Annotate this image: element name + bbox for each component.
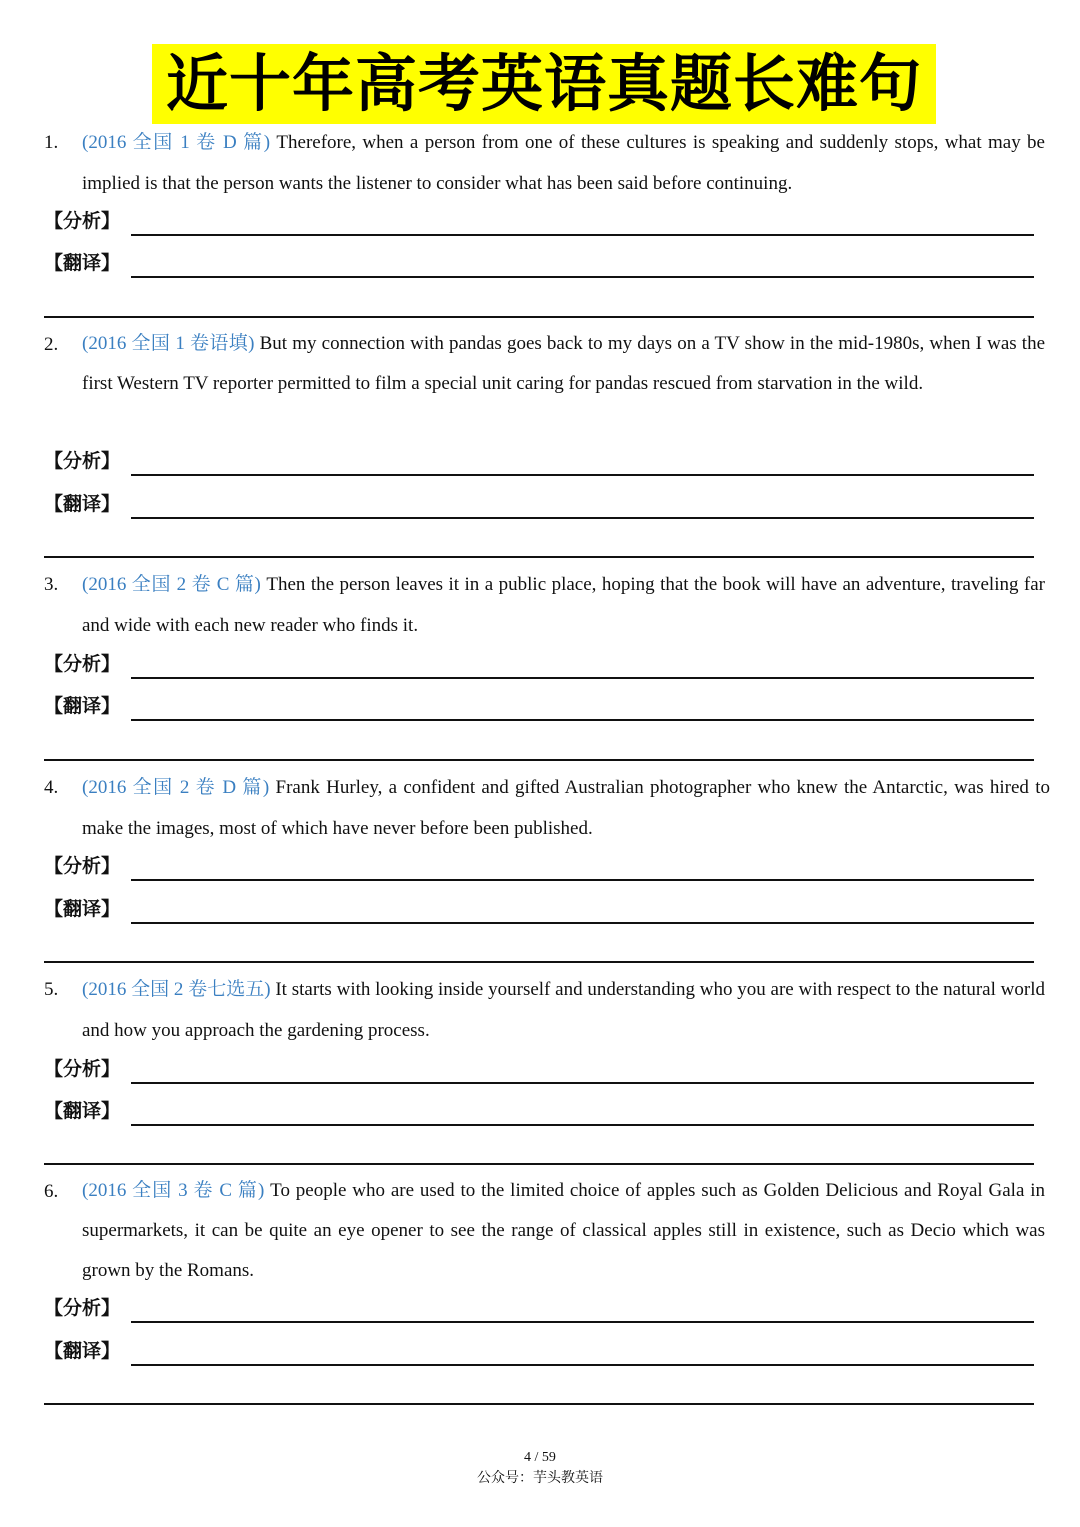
question-number: 1. xyxy=(44,132,59,153)
answer-line xyxy=(131,276,1034,278)
question-number: 4. xyxy=(44,777,59,798)
answer-line xyxy=(131,1124,1034,1126)
answer-line xyxy=(131,234,1034,236)
analysis-field-3[interactable] xyxy=(44,649,1034,679)
translation-label: 【翻译】 xyxy=(44,252,121,274)
analysis-label: 【分析】 xyxy=(44,450,121,472)
answer-line xyxy=(131,677,1034,679)
answer-extra-line-2[interactable] xyxy=(44,556,1034,558)
analysis-field-4[interactable] xyxy=(44,851,1034,881)
answer-line xyxy=(131,879,1034,881)
analysis-label: 【分析】 xyxy=(44,855,121,877)
question-number: 2. xyxy=(44,334,59,355)
translation-field-4[interactable] xyxy=(44,894,1034,924)
question-source: (2016 全国 1 卷语填) xyxy=(82,333,255,354)
question-sentence xyxy=(82,324,1045,404)
page-title: 近十年高考英语真题长难句 xyxy=(152,44,936,124)
question-text: To people who are used to the limited choice of apples such as Golden Delicious and Royal Gala in supermarkets, it can be quite an eye opener to see the range of classical apples still in existence, such as Decio which was grown by the Romans. xyxy=(82,1180,1046,1281)
analysis-field-6[interactable] xyxy=(44,1293,1034,1323)
translation-label: 【翻译】 xyxy=(44,1340,121,1362)
question-text: It starts with looking inside yourself and understanding who you are with respect to the natural world and how you approach the gardening process. xyxy=(82,979,1045,1041)
question-text: Then the person leaves it in a public place, hoping that the book will have an adventure, traveling far and wide with each new reader who finds it. xyxy=(82,574,1046,636)
footer-account: 公众号：芋头教英语 xyxy=(477,1470,603,1486)
translation-label: 【翻译】 xyxy=(44,1100,121,1122)
question-sentence xyxy=(82,564,1045,646)
answer-extra-line-6[interactable] xyxy=(44,1403,1034,1405)
question-source: (2016 全国 1 卷 D 篇) xyxy=(82,132,271,153)
translation-field-5[interactable] xyxy=(44,1096,1034,1126)
analysis-field-5[interactable] xyxy=(44,1054,1034,1084)
answer-line xyxy=(131,922,1034,924)
answer-line xyxy=(131,517,1034,519)
analysis-label: 【分析】 xyxy=(44,1058,121,1080)
translation-field-1[interactable] xyxy=(44,248,1034,278)
translation-label: 【翻译】 xyxy=(44,695,121,717)
question-source: (2016 全国 2 卷 C 篇) xyxy=(82,574,261,595)
question-number: 5. xyxy=(44,979,59,1000)
analysis-field-1[interactable] xyxy=(44,206,1034,236)
page-number: 4 / 59 xyxy=(524,1450,556,1465)
question-source: (2016 全国 3 卷 C 篇) xyxy=(82,1180,265,1201)
analysis-label: 【分析】 xyxy=(44,653,121,675)
analysis-field-2[interactable] xyxy=(44,446,1034,476)
question-sentence xyxy=(82,1171,1045,1291)
answer-line xyxy=(131,1321,1034,1323)
analysis-label: 【分析】 xyxy=(44,1297,121,1319)
answer-line xyxy=(131,474,1034,476)
translation-field-2[interactable] xyxy=(44,489,1034,519)
question-number: 6. xyxy=(44,1181,59,1202)
translation-label: 【翻译】 xyxy=(44,898,121,920)
answer-extra-line-4[interactable] xyxy=(44,961,1034,963)
question-text: Therefore, when a person from one of these cultures is speaking and suddenly stops, what may be implied is that the person wants the listener to consider what has been said before continuing. xyxy=(82,132,1045,194)
question-source: (2016 全国 2 卷 D 篇) xyxy=(82,777,270,798)
answer-extra-line-1[interactable] xyxy=(44,316,1034,318)
answer-extra-line-3[interactable] xyxy=(44,759,1034,761)
answer-line xyxy=(131,1082,1034,1084)
question-sentence xyxy=(82,122,1045,204)
question-text: Frank Hurley, a confident and gifted Australian photographer who knew the Antarctic, was hired to make the images, most of which have never before been published. xyxy=(82,777,1050,839)
answer-line xyxy=(131,1364,1034,1366)
analysis-label: 【分析】 xyxy=(44,210,121,232)
translation-field-6[interactable] xyxy=(44,1336,1034,1366)
translation-label: 【翻译】 xyxy=(44,493,121,515)
question-sentence xyxy=(82,767,1050,849)
question-number: 3. xyxy=(44,574,59,595)
question-text: But my connection with pandas goes back to my days on a TV show in the mid-1980s, when I was the first Western TV reporter permitted to film a special unit caring for pandas rescued from starvation in the wild. xyxy=(82,333,1046,394)
answer-extra-line-5[interactable] xyxy=(44,1163,1034,1165)
question-source: (2016 全国 2 卷七选五) xyxy=(82,979,271,1000)
translation-field-3[interactable] xyxy=(44,691,1034,721)
answer-line xyxy=(131,719,1034,721)
question-sentence xyxy=(82,969,1045,1051)
